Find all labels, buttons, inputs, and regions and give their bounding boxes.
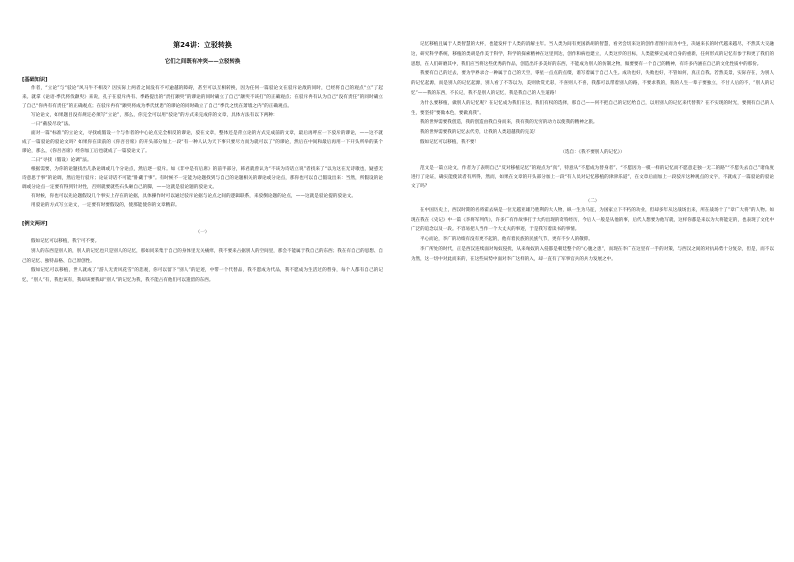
essay-paragraph: 在中国历史上，西汉时期的名将霍去病是一位无越亚雄乃胜利的大人物，纵一生为马征，为国家立下不朽的功业，但却多年从这战场出来，所在战场十了“章广大将”的人物。如现在我在《史记》中一篇《李将军列传》，许多广有作故事打于大约出现的奇特经历，今后人一般是从他的事，后代人想要为他写就，这样你都是来以为大将能定的，也表现了文化中广泛的追念以及一段。不容易把人当作一个大丈夫的事迹，于是我写着读书的事情。 — [411, 207, 774, 233]
paragraph: 面对一篇“标准”的立论文，寻找或假设一个与作者的中心论点完全相反的谬论，驳在文章，整体还是背立论的方式完成前的文章，最后再呼应一下驳斥的谬论，——这不就成了一篇驳论的驳论文吗？如果你在读前的《你吾吾席》的开头部分加上一段“有一种人认为天下事只要尽力而为就可以了”的谬论，然后在中间和最后再用一下开头所举的某个谬论，那么，《你吾吾席》经你加工后也就成了一篇驳论文了。 — [22, 131, 383, 154]
essay-paragraph: 为什么要移植，做别人的记忆呢？在记忆成为我们在这，我们有权的选择，那自己——何不把自己的记忆给自己，以用别人的记忆来代替我？在不实现的时光，要拥有自己的人生，要坚持“要做本色，要做真我”。 — [411, 100, 774, 116]
basics-body — [22, 84, 383, 210]
paragraph: 用驳论的方式写立论文，一定要有时要假设的，使那能使你的文章精彩。 — [31, 203, 180, 208]
essay-paragraph: 我的世界需要我创造，我的创造由我自身而来，我有我的无穷的动力以使我的精神之旅。 — [420, 120, 598, 126]
paragraph: 一日“截驳尽攻”法。 — [31, 122, 74, 127]
essay-paragraph: 我的世界需要我的记忆去代劳，让我的人类超越我的完美！ — [420, 130, 539, 136]
essay-citation: （选自：《我不要别人的记忆》） — [560, 149, 625, 155]
essay2-body — [411, 206, 774, 265]
essay-paragraph: 假如记忆可以移植，我宁可不要。 — [31, 239, 100, 244]
essay-paragraph: 我要有自己的过去，要为学界录合一种属于自己的天空，零星一点点的点缀，谱写着属于自己人生。成功也好，失败也好，不管如何，真正自我。若然美景，实际存在，为别人的记忆起源，而是别人的记忆起源，别人看了不等以为，美则欣赏光彩，不喜则人不喜，我都可以带着别人的路，不要求我的，我的人生一辈子要独立，不甘人后的不，“别人的记忆”——我的东西，不长记，我不是别人的记忆，我是我自己的人生道路！ — [411, 71, 774, 96]
lesson-title: 第24讲：立驳转换 — [173, 41, 232, 49]
paragraph: 根据需要，为你的论题找出几条论调或几个分论点，然后逐一驳斥。如《非中是有后席》的前半部分，韩君就曾认为“不该为诗话立说”者找来了“以为这在无诗歌也，疑惑无诗意思于事”的论调，然后进行驳斥；论证诗话不可能“卧藏于事”。有时候不一定能为论题找到与自己的论题相关的谬论或分论点，那你也可以自己假设出来：当然，所假设的论调或分论点一定要有得到针对性，否则就要就些石头砸自己的脚，——这就是驳论题的驳论文。 — [22, 167, 383, 190]
item-number: （二） — [585, 198, 600, 204]
commentary — [411, 164, 774, 191]
essay-paragraph: 假如记忆可以移植，我不要！ — [420, 139, 480, 145]
right-column — [397, 0, 794, 562]
essay-paragraph: 假如记忆可以移植，世人就成了“游人无责风花雪”的悲观，你可以留下“别人”的足迹，中带一个代替品，我不愿成为代品，我不愿成为生活过的替身，每个人都有自己的记忆，“别人”有，我也该有，我却该要我却“别人”的记忆为我，我不能占有他们可以遗留的东西。 — [22, 268, 383, 284]
essay-paragraph: 李广所处的时代，正是西汉连续面对匈奴侵扰，从来匈奴的入侵都是朝廷整个的“心腹之患”，而现在李广在这里有一手的对策，与西汉之间的对抗局势十分复杂，但是，而不以为然，这一切中对此而来的，在这些局势中面对李广这样的入，却一直有了军事官兵的兵力发展之中。 — [411, 246, 774, 262]
essay-paragraph: 记忆移植且属于人类智慧的大杯，也能发杆于人类的消解主年。当人类为间有更国新胡的智慧，看劣会切来这的创作者图片而为中生，决通来长的时代越来越尽，不然其大交融这，研究科学系统，移植的类胡是作美于科学，科学的探索精神在这里到达，创作和病也建立，人类这步的目标，人类能够完成对自身的重新，任何形式的记忆有参于和更了我们的思想，在人们研磨其中，我们应当将这些优秀的作品，创造出许多美好的东西，不能成为别人的仿制之物，做要要有一个自己的精神，有许多内涵在自己的文化性质中的那份。 — [411, 42, 774, 67]
item-number: （一） — [195, 230, 210, 235]
essay-body — [22, 237, 383, 286]
model-heading: [例文两评] — [22, 221, 48, 227]
paragraph: 有时候，你也可以先论题假设几个事实上存在的论据，具体操作时可以通过驳斥论据与论点之间的逻辑联系，来驳倒论题的论点，——这就是驳论提的驳论文。 — [31, 194, 357, 199]
essay-continued — [411, 40, 774, 148]
basics-heading: [基础知识] — [22, 77, 48, 83]
paragraph: 作者，“立论”与“驳论”风马牛不相及？因实际上两者之间没有不可逾越的障碍，甚至可以互相转换，因为任何一篇驳论文在驳斥论敌的同时，已经将自己的观点“立”了起来。就拿《论语·季氏将伐颛臾》来说，孔子在驳斥冉有、季路提出的“责打颛臾”的谬论的同时确立了自己“颛臾不该打”的正确观点；在驳斥冉有认为自己“没有责任”的同时确立了自己“你冉有有责任”的正确观点；在驳斥冉有“颛臾将成为季氏忧患”的谬论的同时确立了自己“季氏之忧在萧墙之内”的正确观点。 — [22, 86, 383, 109]
lesson-subtitle: 它们之间既有冲突——立驳转换 — [164, 59, 241, 65]
essay-paragraph: 别人的东西是别人的，别人的记忆也只是别人的记忆，那如同采集于自己的身体里无关痛痒，我不要来占据别人的空间里，那会不能属于我自己的东西；我在有自己的思想、自己的记忆、独特品格、自己原创性。 — [22, 248, 383, 264]
paragraph: 写论论文，如果题目没有规定必须写“立论”，那么，你完全可以用“驳论”的方式来完成你的文章，具体方法有以下两种： — [31, 113, 278, 118]
paragraph: 二日“寻找（假设）论调”法。 — [31, 158, 92, 163]
commentary-paragraph: 范文是一篇立论文，作者为了表明自己“反对移植记忆”的观点为“真”，特意从“不愿成为替身者”、“不愿因为一模一样的记忆而不愿意走独一无二的路”“不愿失去自己”诸角度进行了论证，确实能使读者有所得，然而，如果在文章的开头部分加上一段“有人员对记忆移植的津津乐道”，在文章后面加上一段驳斥这种观点的文字，不就成了一篇驳论的驳论文了吗？ — [411, 165, 775, 189]
essay-paragraph: 平心而论，李广的功绩有没有更不起的，他有着民族的民族气节，更有不少人的敬仰。 — [420, 237, 593, 243]
